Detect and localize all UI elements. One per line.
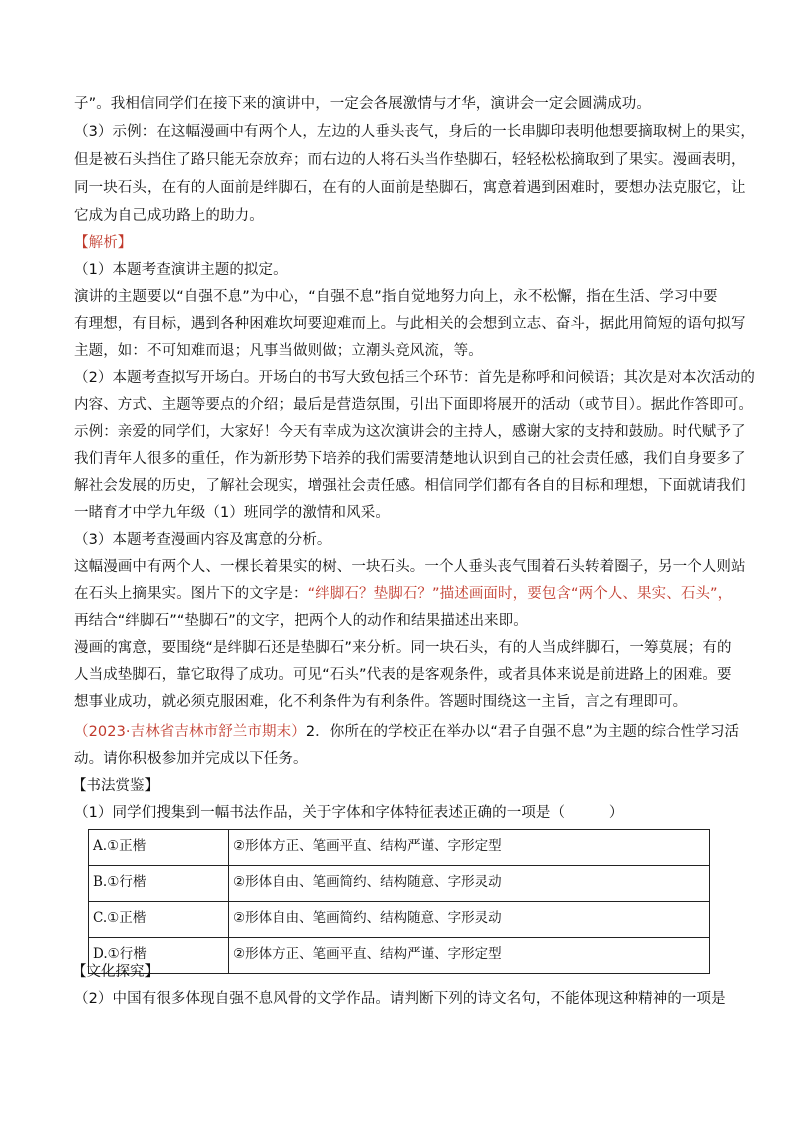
- text-span-highlight: “绊脚石？垫脚石？”描述画面时，要包含“两个人、果实、石头”，: [307, 586, 733, 602]
- table-row: [89, 866, 710, 902]
- section-heading-culture: 【文化探究】: [72, 964, 159, 980]
- question-source: （2023·吉林省吉林市舒兰市期末）: [74, 724, 306, 740]
- option-label: B.①行楷: [89, 866, 229, 902]
- text-line: 漫画的寓意，要围绕“是绊脚石还是垫脚石”来分析。同一块石头，有的人当成绊脚石，一筹莫展；有的: [74, 640, 732, 656]
- text-line: （1）本题考查演讲主题的拟定。: [74, 262, 288, 278]
- table-row: [89, 938, 710, 974]
- text-line: 人当成垫脚石，靠它取得了成功。可见“石头”代表的是客观条件，或者具体来说是前进路上的困难。要: [74, 667, 732, 683]
- text-line-mixed: [74, 584, 732, 604]
- options-table: [88, 829, 710, 974]
- text-line: 我们青年人很多的重任，作为新形势下培养的我们需要清楚地认识到自己的社会责任感，我们自身要多了: [74, 451, 746, 467]
- text-line: 演讲的主题要以“自强不息”为中心，“自强不息”指自觉地努力向上，永不松懈，指在生活、学习中要: [74, 289, 718, 305]
- text-span: 在石头上摘果实。图片下的文字是：: [74, 586, 308, 602]
- text-line: 动。请你积极参加并完成以下任务。: [74, 751, 308, 767]
- question-2: （2）中国有很多体现自强不息风骨的文学作品。请判断下列的诗文名句，不能体现这种精神的一项是: [74, 991, 726, 1007]
- option-desc: ②形体自由、笔画简约、结构随意、字形灵动: [229, 902, 710, 938]
- text-line: 想事业成功，就必须克服困难，化不利条件为有利条件。答题时围绕这一主旨，言之有理即可。: [74, 694, 688, 710]
- question-1: （1）同学们搜集到一幅书法作品，关于字体和字体特征表述正确的一项是（ ）: [74, 805, 624, 821]
- question-intro: [74, 722, 739, 742]
- text-line: 内容、方式、主题等要点的介绍；最后是营造氛围，引出下面即将展开的活动（或节目）。据此作答即可。: [74, 397, 753, 413]
- text-line: 一睹育才中学九年级（1）班同学的激情和风采。: [74, 505, 390, 521]
- text-line: 这幅漫画中有两个人、一棵长着果实的树、一块石头。一个人垂头丧气围着石头转着圈子，另一个人则站: [74, 559, 746, 575]
- table-row: [89, 902, 710, 938]
- option-label: A.①正楷: [89, 830, 229, 866]
- option-desc: ②形体方正、笔画平直、结构严谨、字形定型: [229, 938, 710, 974]
- option-desc: ②形体方正、笔画平直、结构严谨、字形定型: [229, 830, 710, 866]
- table-row: [89, 830, 710, 866]
- section-heading-analysis: 【解析】: [74, 235, 133, 251]
- text-line: （3）本题考查漫画内容及寓意的分析。: [74, 532, 332, 548]
- question-text: 2．你所在的学校正在举办以“君子自强不息”为主题的综合性学习活: [305, 724, 740, 740]
- text-line: 解社会发展的历史，了解社会现实，增强社会责任感。相信同学们都有各自的目标和理想，下面就请我们: [74, 478, 746, 494]
- text-line: 再结合“绊脚石”“垫脚石”的文字，把两个人的动作和结果描述出来即。: [74, 613, 528, 629]
- text-line: 主题，如：不可知难而退；凡事当做则做；立潮头竞风流，等。: [74, 343, 483, 359]
- text-line: （2）本题考查拟写开场白。开场白的书写大致包括三个环节：首先是称呼和问候语；其次是对本次活动的: [74, 370, 755, 386]
- option-label: D.①行楷: [89, 938, 229, 974]
- text-line: （3）示例：在这幅漫画中有两个人，左边的人垂头丧气，身后的一长串脚印表明他想要摘取树上的果实，: [74, 124, 755, 140]
- text-line: 它成为自己成功路上的助力。: [74, 208, 264, 224]
- text-line: 有理想，有目标，遇到各种困难坎坷要迎难而上。与此相关的会想到立志、奋斗，据此用简短的语句拟写: [74, 316, 746, 332]
- section-heading-calligraphy: 【书法赏鉴】: [72, 778, 159, 794]
- text-line: 但是被石头挡住了路只能无奈放弃；而右边的人将石头当作垫脚石，轻轻松松摘取到了果实。漫画表明，: [74, 152, 746, 168]
- text-line: 子”。我相信同学们在接下来的演讲中，一定会各展激情与才华，演讲会一定会圆满成功。: [74, 96, 652, 112]
- text-line: 同一块石头，在有的人面前是绊脚石，在有的人面前是垫脚石，寓意着遇到困难时，要想办法克服它，让: [74, 180, 746, 196]
- option-label: C.①正楷: [89, 902, 229, 938]
- option-desc: ②形体自由、笔画简约、结构随意、字形灵动: [229, 866, 710, 902]
- text-line: 示例：亲爱的同学们，大家好！今天有幸成为这次演讲会的主持人，感谢大家的支持和鼓励。时代赋予了: [74, 424, 746, 440]
